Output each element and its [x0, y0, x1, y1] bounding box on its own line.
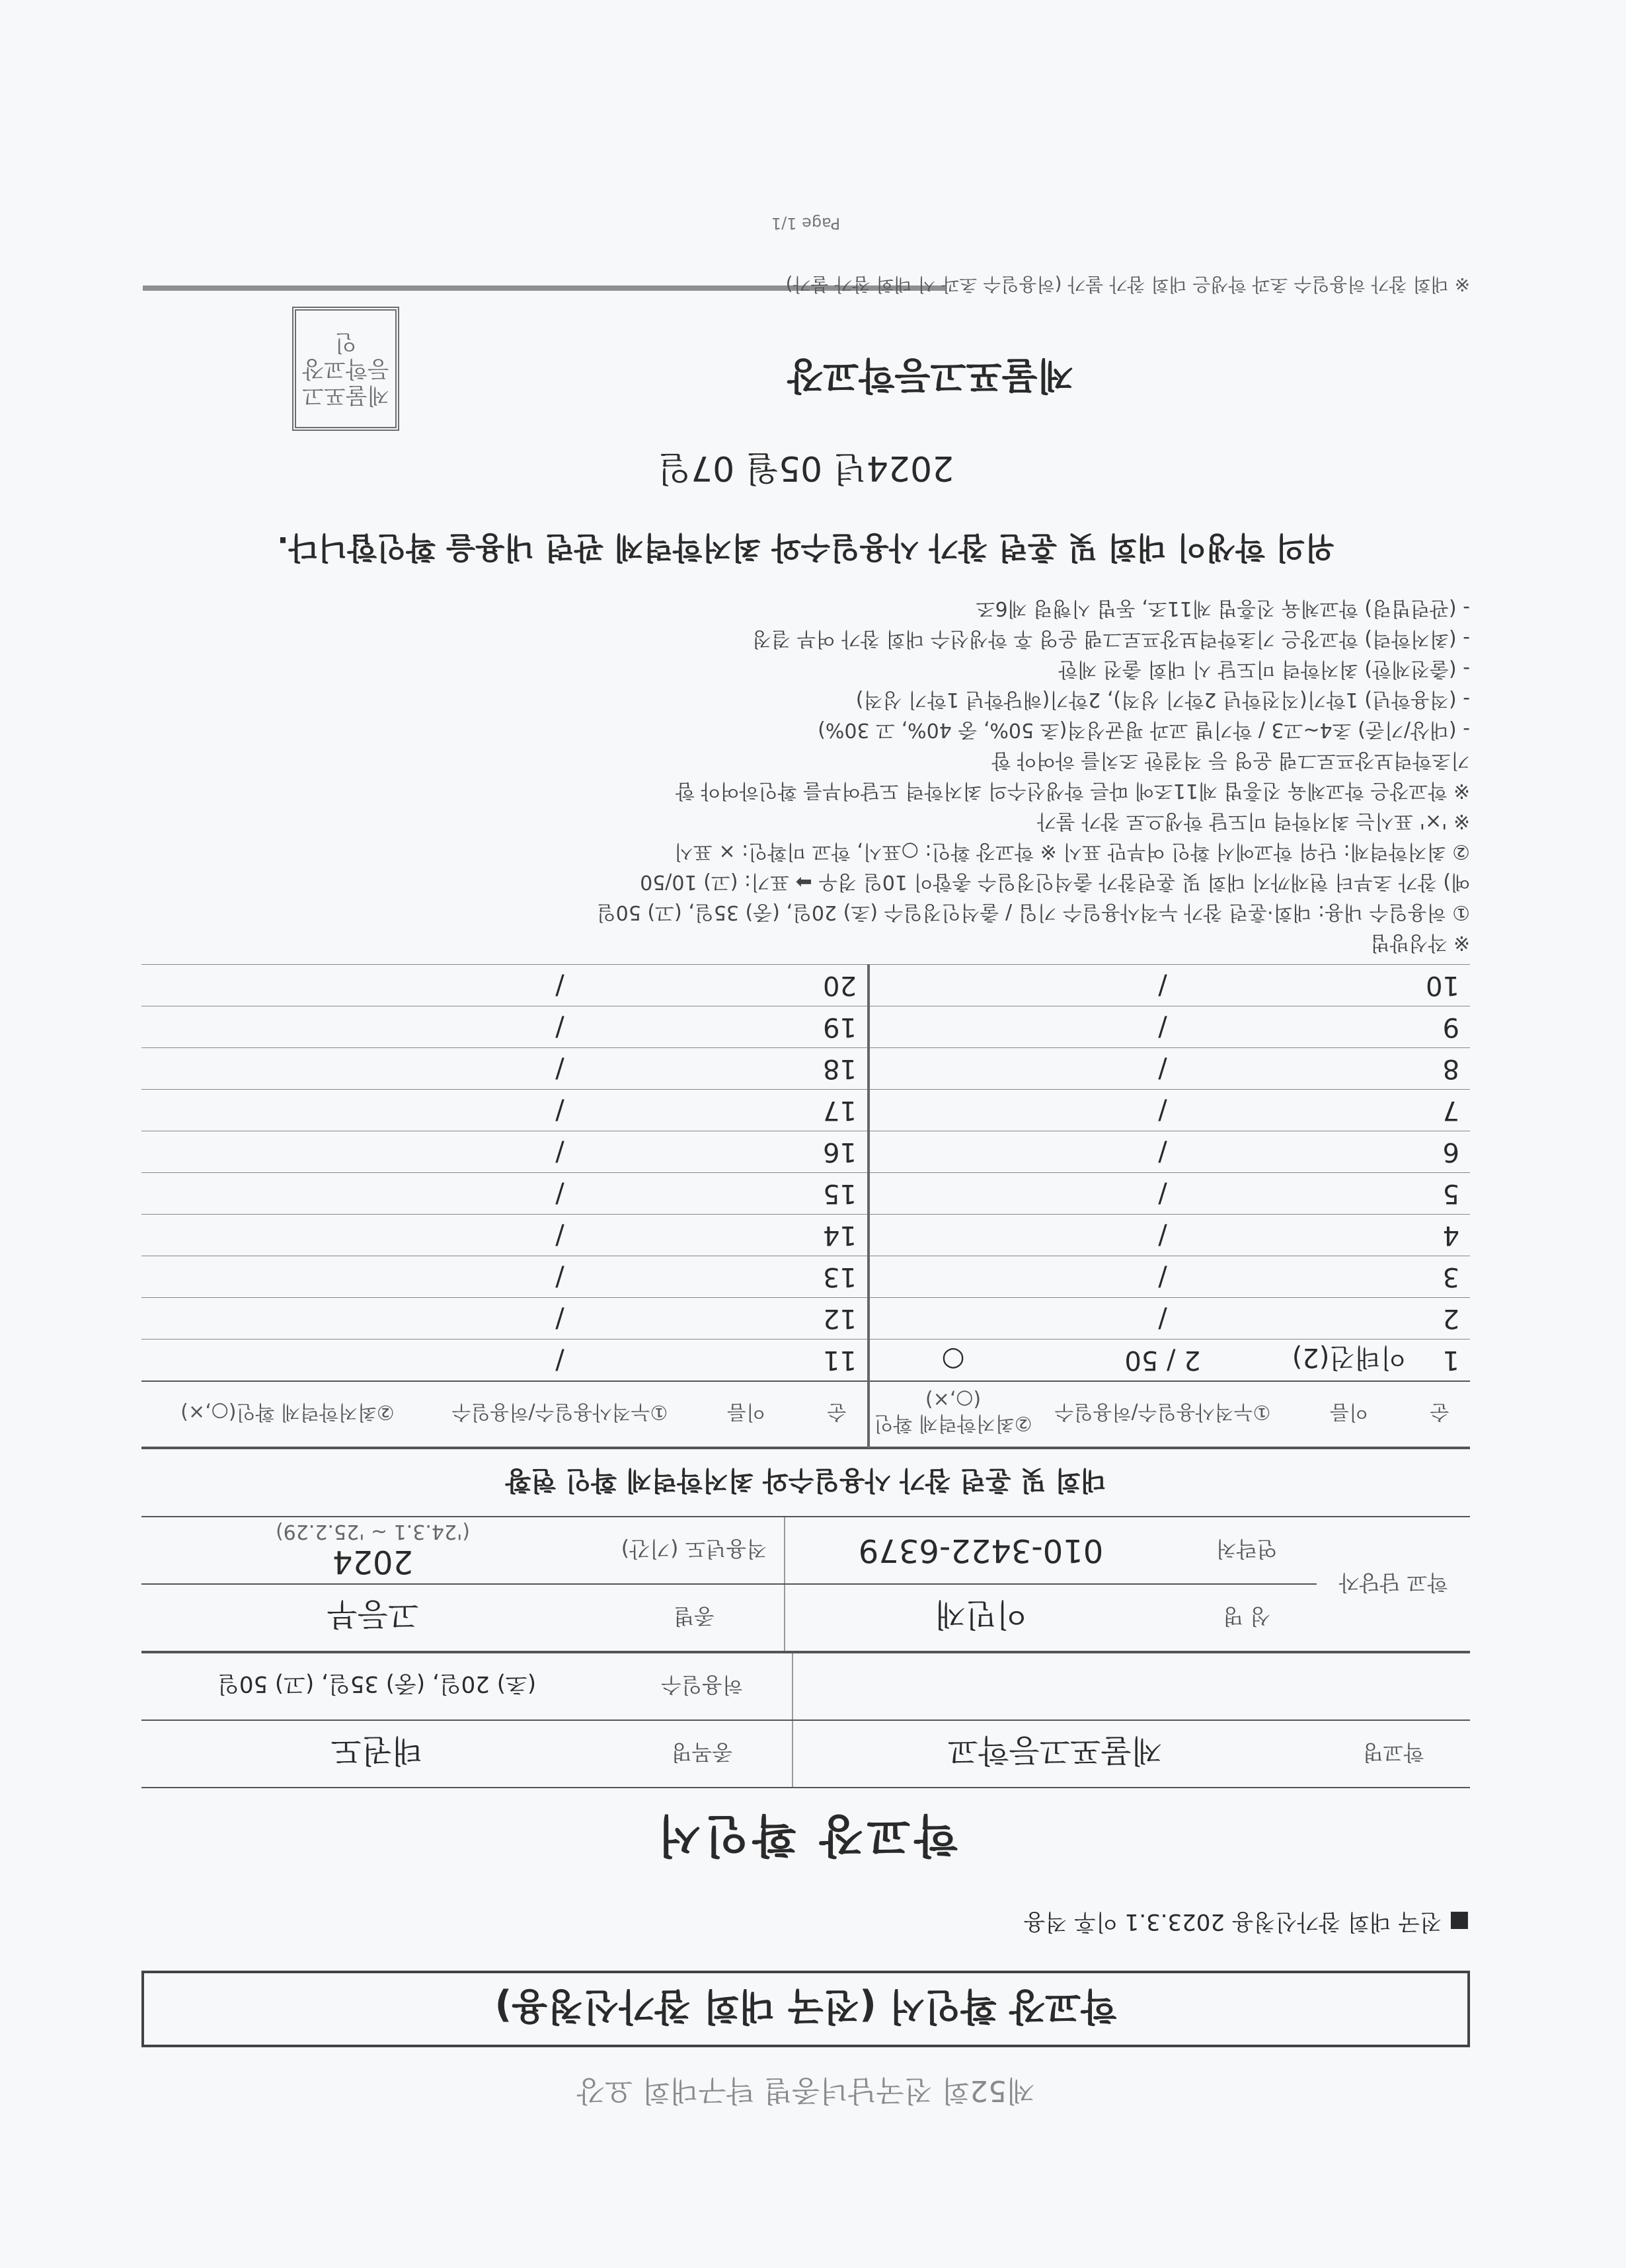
row-name: [1289, 1048, 1409, 1090]
note-line: 기초학력보장프로그램 운영 등 적절한 조치를 하여야 함: [991, 749, 1470, 772]
row-number: 7: [1409, 1090, 1470, 1131]
row-number: 4: [1409, 1215, 1470, 1256]
year-value: 2024: [332, 1543, 414, 1581]
row-number: 9: [1409, 1006, 1470, 1048]
row-check: [141, 1298, 434, 1340]
row-number: 13: [806, 1256, 869, 1298]
col-name-2: 이름: [686, 1381, 806, 1447]
period-value: ('24.3.1 ~ '25.2.29): [275, 1520, 471, 1544]
row-usage: /: [1036, 1173, 1289, 1215]
school-label: 학교명: [1317, 1720, 1470, 1788]
row-name: [1289, 1215, 1409, 1256]
row-number: 19: [806, 1006, 869, 1048]
row-number: 14: [806, 1215, 869, 1256]
row-check: [141, 1006, 434, 1048]
row-usage: /: [434, 965, 686, 1006]
row-number: 11: [806, 1340, 869, 1382]
row-usage: /: [434, 1131, 686, 1173]
table-row: [141, 1090, 1470, 1131]
row-name: [1289, 1090, 1409, 1131]
limit-label: 허용일수: [612, 1653, 793, 1720]
row-check: [141, 1048, 434, 1090]
row-check: [141, 1256, 434, 1298]
row-check: [869, 1006, 1036, 1048]
row-name: [1289, 1006, 1409, 1048]
row-check: [869, 1131, 1036, 1173]
row-name: [1289, 1298, 1409, 1340]
info-table: [141, 1652, 1470, 1788]
table-row: [141, 1131, 1470, 1173]
name-value: 이민재: [785, 1584, 1177, 1651]
row-name: [686, 1256, 806, 1298]
row-usage: /: [434, 1090, 686, 1131]
row-check: [869, 965, 1036, 1006]
row-check: [869, 1173, 1036, 1215]
note-line: ① 허용일수 내용: 대회·훈련 참가 누적사용일수 기입 / 출석인정일수 (초) 20일, (중) 35일, (고) 50일: [596, 901, 1470, 924]
col-check-2: ②최저학력제 확인(○,×): [141, 1381, 434, 1447]
row-usage: /: [434, 1215, 686, 1256]
row-usage: /: [434, 1256, 686, 1298]
row-usage: /: [1036, 965, 1289, 1006]
row-check: [869, 1048, 1036, 1090]
note-line: ※ '×' 표시는 최저학력 미도달 학생으로 참가 불가: [1036, 810, 1470, 833]
athlete-table: [141, 964, 1470, 1448]
row-usage: /: [1036, 1131, 1289, 1173]
row-check: [869, 1298, 1036, 1340]
row-usage: /: [1036, 1006, 1289, 1048]
row-usage: /: [1036, 1256, 1289, 1298]
row-check: [141, 1215, 434, 1256]
row-usage: /: [1036, 1298, 1289, 1340]
table-row: [141, 1215, 1470, 1256]
note-line: 예) 참가 초부터 현재까지 대회 및 훈련참가 출석인정일수 총합이 10일 경우 ➡ 표기: (고) 10/50: [640, 870, 1470, 893]
row-name: [686, 1131, 806, 1173]
col-no-2: 순: [806, 1381, 869, 1447]
notes: [141, 593, 1470, 958]
school-seal-stamp: 제물포고등학교장인: [292, 307, 399, 431]
row-number: 1: [1409, 1340, 1470, 1382]
year-label: 적용년도 (기간): [604, 1517, 785, 1584]
event-title: 제52회 전국남녀종별 탁구대회 요강: [576, 2074, 1035, 2107]
row-check: [869, 1090, 1036, 1131]
form-title: 학교장 확인서 (전국 대회 참가신청용): [141, 1971, 1470, 2047]
row-number: 2: [1409, 1298, 1470, 1340]
limit-value: (초) 20일, (중) 35일, (고) 50일: [141, 1653, 612, 1720]
row-name: [686, 1340, 806, 1382]
row-check: [141, 965, 434, 1006]
note-line: - (대상/기준) 초4~고3 / 학기별 교과 평균성적(초 50%, 중 40%, 고 30%): [818, 718, 1470, 741]
contact-value: 010-3422-6379: [785, 1517, 1177, 1584]
note-line: ※ 학교장은 학교체육 진흥법 제11조에 따른 학생선수의 최저학력 도달여부를 확인하여야 함: [676, 779, 1470, 802]
row-check: [869, 1256, 1036, 1298]
row-usage: 2 / 50: [1036, 1340, 1289, 1382]
row-name: 이태건(2): [1289, 1340, 1409, 1382]
statement: 위의 학생이 대회 및 훈련 참가 사용일수와 최저학력제 관련 내용을 확인합니다.: [277, 530, 1335, 566]
row-check: [141, 1131, 434, 1173]
col-usage-2: ①누적사용일수/허용일수: [434, 1381, 686, 1447]
table-row: [141, 1173, 1470, 1215]
row-usage: /: [434, 1173, 686, 1215]
level-label: 종별: [604, 1584, 785, 1651]
col-check: ②최저학력제 확인(○,×): [869, 1381, 1036, 1447]
level-value: 고등부: [141, 1584, 604, 1651]
row-usage: /: [434, 1048, 686, 1090]
table-row: [141, 965, 1470, 1006]
row-check: [141, 1173, 434, 1215]
row-number: 16: [806, 1131, 869, 1173]
page-number: Page 1/1: [771, 214, 841, 233]
row-number: 17: [806, 1090, 869, 1131]
row-name: [1289, 965, 1409, 1006]
row-check: [141, 1340, 434, 1382]
row-name: [686, 1173, 806, 1215]
row-name: [1289, 1173, 1409, 1215]
row-usage: /: [434, 1340, 686, 1382]
row-check: [869, 1215, 1036, 1256]
note-line: - (적용학년) 1학기(직전학년 2학기 성적), 2학기(해당학년 1학기 성적): [855, 688, 1470, 711]
row-name: [1289, 1131, 1409, 1173]
row-usage: /: [1036, 1215, 1289, 1256]
event-label: 종목명: [612, 1720, 793, 1788]
row-number: 20: [806, 965, 869, 1006]
note-line: ※ 작성방법: [1370, 931, 1470, 954]
table-row: [141, 1006, 1470, 1048]
school-value: 제물포고등학교: [793, 1720, 1317, 1788]
row-number: 6: [1409, 1131, 1470, 1173]
signer: 제물포고등학교장: [787, 354, 1073, 397]
table-caption: 대회 및 훈련 참가 사용일수와 최저학력제 확인 현황: [141, 1448, 1470, 1516]
note-line: - (출전제한) 최저학력 미도달 시 대회 출전 제한: [1058, 658, 1470, 681]
date: 2024년 05월 07일: [657, 448, 954, 488]
note-line: - (관련법령) 학교체육 진흥법 제11조, 동법 시행령 제6조: [976, 597, 1470, 620]
cert-heading: 학교장 확인서: [654, 1809, 958, 1861]
contact-label: 연락처: [1177, 1517, 1317, 1584]
footnote: ※ 대회 참가 허용일수 초과 학생은 대회 참가 불가 (허용일수 초과 시 대회 참가 불가): [785, 274, 1470, 295]
row-usage: /: [1036, 1048, 1289, 1090]
row-number: 3: [1409, 1256, 1470, 1298]
row-number: 12: [806, 1298, 869, 1340]
row-usage: /: [434, 1006, 686, 1048]
table-row: [141, 1256, 1470, 1298]
table-row: [141, 1048, 1470, 1090]
note-line: - (최저학력) 학교장은 기초학력보장프로그램 운영 후 학생선수 대회 참가 여부 결정: [752, 627, 1470, 650]
row-number: 15: [806, 1173, 869, 1215]
table-row: [141, 1340, 1470, 1382]
col-no: 순: [1409, 1381, 1470, 1447]
name-label: 성 명: [1177, 1584, 1317, 1651]
table-row: [141, 1298, 1470, 1340]
row-number: 18: [806, 1048, 869, 1090]
manager-table: [141, 1516, 1470, 1652]
row-name: [686, 1215, 806, 1256]
row-check: [141, 1090, 434, 1131]
row-usage: /: [1036, 1090, 1289, 1131]
manager-label: 학교 담당자: [1317, 1517, 1470, 1651]
row-name: [1289, 1256, 1409, 1298]
note-line: ② 최저학력제: 단위 학교에서 확인 여부만 표시 ※ 학교장 확인: ○표시, 학교 미확인: × 표시: [674, 840, 1470, 863]
col-name: 이름: [1289, 1381, 1409, 1447]
event-value: 태권도: [141, 1720, 612, 1788]
row-name: [686, 1048, 806, 1090]
row-number: 10: [1409, 965, 1470, 1006]
row-name: [686, 1090, 806, 1131]
col-usage: ①누적사용일수/허용일수: [1036, 1381, 1289, 1447]
row-name: [686, 1006, 806, 1048]
row-number: 8: [1409, 1048, 1470, 1090]
row-usage: /: [434, 1298, 686, 1340]
document: [141, 214, 1470, 2128]
row-name: [686, 1298, 806, 1340]
row-name: [686, 965, 806, 1006]
notice: ■ 전국 대회 참가신청용 2023.3.1 이후 적용: [1023, 1909, 1470, 1935]
row-number: 5: [1409, 1173, 1470, 1215]
row-check: ○: [869, 1340, 1036, 1382]
